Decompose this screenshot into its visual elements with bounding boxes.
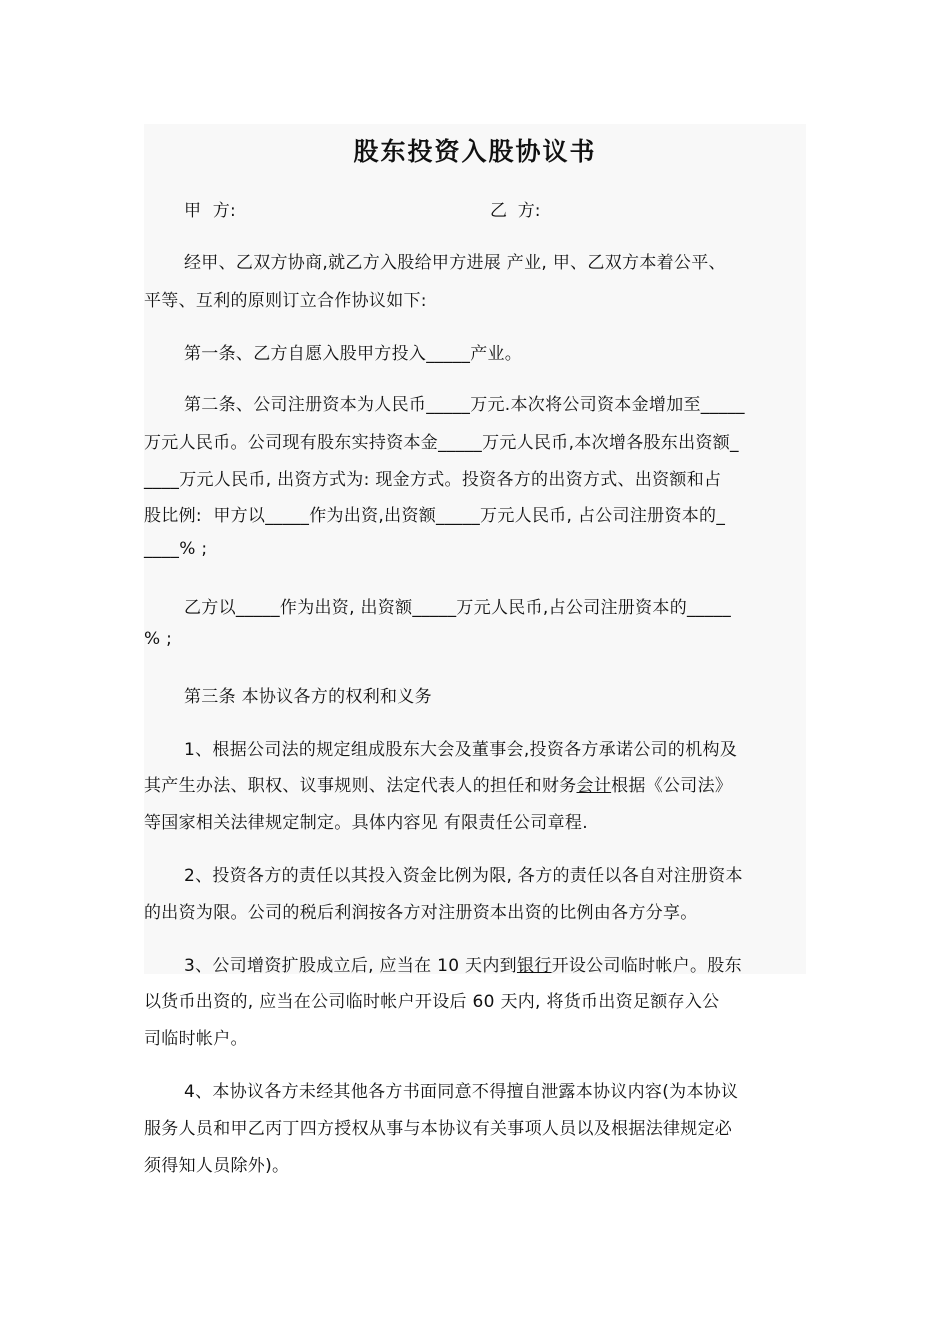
clause-4-line-2: 服务人员和甲乙丙丁四方授权从事与本协议有关事项人员以及根据法律规定必 [144,1119,733,1139]
document-title: 股东投资入股协议书 [353,137,597,166]
clause-2-line-1: 2、投资各方的责任以其投入资金比例为限, 各方的责任以各自对注册资本 [184,866,743,886]
party-b-contribution-line-1: 乙方以_____作为出资, 出资额_____万元人民币,占公司注册资本的_____ [184,598,732,618]
article-3-heading: 第三条 本协议各方的权利和义务 [184,687,432,707]
party-b-contribution-line-2: % ; [144,629,173,649]
article-2-line-1: 第二条、公司注册资本为人民币_____万元.本次将公司资本金增加至_____ [184,395,745,415]
clause-1-line-1: 1、根据公司法的规定组成股东大会及董事会,投资各方承诺公司的机构及 [184,740,738,760]
article-1: 第一条、乙方自愿入股甲方投入_____产业。 [184,344,523,364]
bank-link[interactable]: 银行 [516,956,552,976]
article-2-line-4: 股比例: 甲方以_____作为出资,出资额_____万元人民币, 占公司注册资本的_ [144,506,726,526]
clause-3-line-2: 以货币出资的, 应当在公司临时帐户开设后 60 天内, 将货币出资足额存入公 [144,992,720,1012]
article-2-line-2: 万元人民币。公司现有股东实持资本金_____万元人民币,本次增各股东出资额_ [144,433,739,453]
accounting-link[interactable]: 会计 [576,776,612,796]
clause-4-line-1: 4、本协议各方未经其他各方书面同意不得擅自泄露本协议内容(为本协议 [184,1082,739,1102]
clause-1-line-2 [144,771,732,796]
clause-1-line-2-text: 其产生办法、职权、议事规则、法定代表人的担任和财务 [144,776,577,796]
clause-3-line-1-tail: 开设公司临时帐户。股东 [551,956,742,976]
party-a-label: 甲 方: [184,201,237,221]
clause-3-line-1-text: 3、公司增资扩股成立后, 应当在 10 天内到 [184,956,517,976]
intro-line-2: 平等、互利的原则订立合作协议如下: [144,291,427,311]
clause-1-line-2-tail: 根据《公司法》 [611,776,733,796]
party-b-label: 乙 方: [490,201,541,221]
article-2-line-3: ____万元人民币, 出资方式为: 现金方式。投资各方的出资方式、出资额和占 [144,470,722,490]
clause-1-line-3: 等国家相关法律规定制定。具体内容见 有限责任公司章程. [144,813,588,833]
clause-2-line-2: 的出资为限。公司的税后利润按各方对注册资本出资的比例由各方分享。 [144,903,698,923]
article-2-line-5: ____% ; [144,539,208,559]
clause-3-line-3: 司临时帐户。 [144,1029,248,1049]
intro-line-1: 经甲、乙双方协商,就乙方入股给甲方进展 产业, 甲、乙双方本着公平、 [184,253,726,273]
clause-3-line-1 [184,951,742,976]
clause-4-line-3: 须得知人员除外)。 [144,1156,290,1176]
